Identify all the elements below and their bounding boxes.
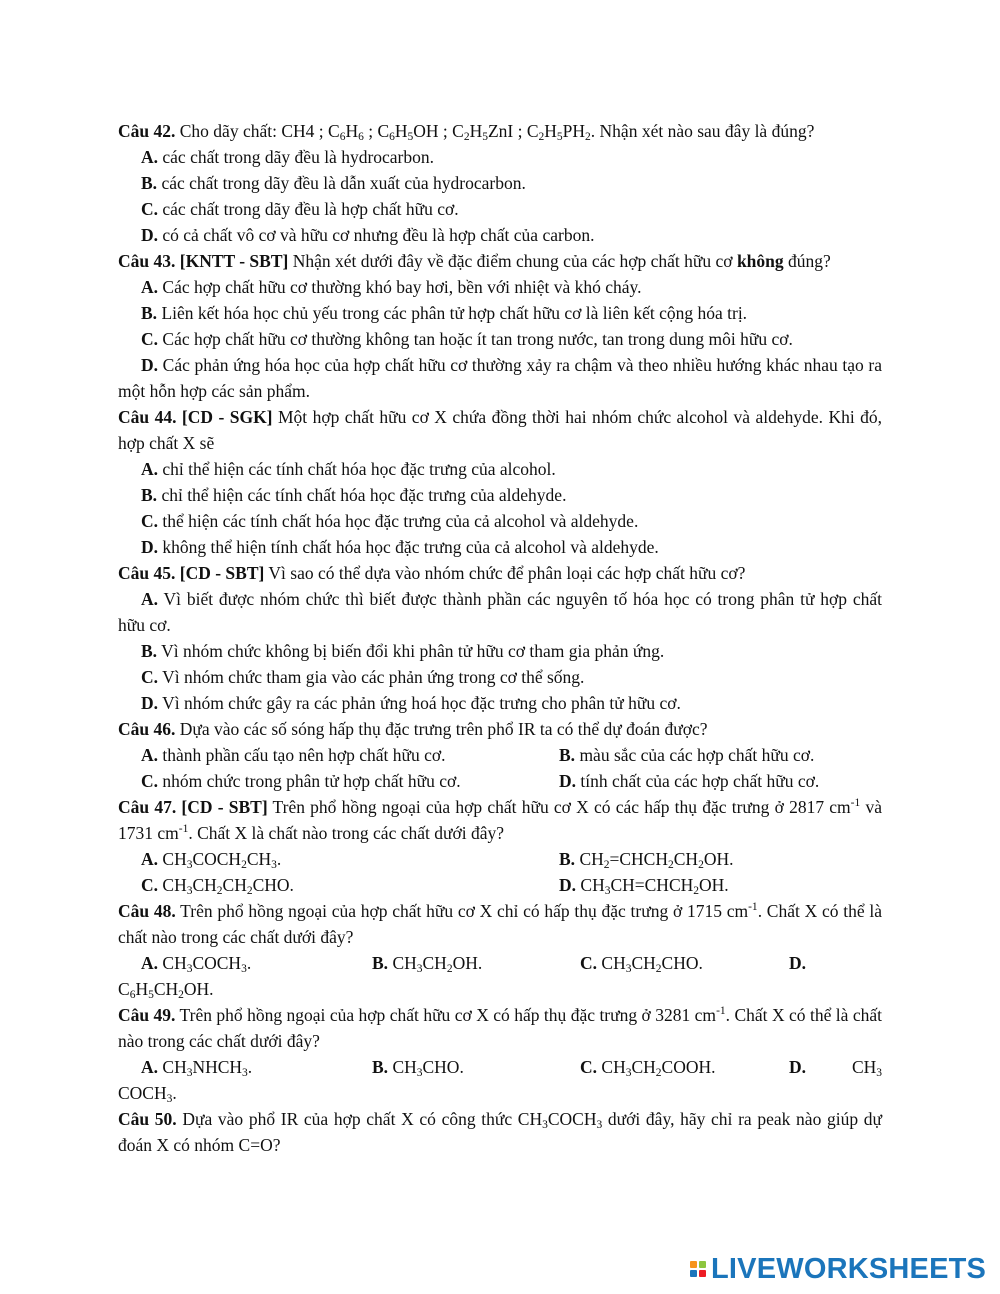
worksheet-page (118, 118, 882, 1158)
question-number: Câu 49. (118, 1005, 176, 1025)
question-number: Câu 48. (118, 901, 176, 921)
option-d[interactable]: $C_6H_5CH_2OH$. (118, 979, 214, 1001)
question-source: [KNTT - SBT] (175, 251, 289, 271)
options-row (118, 872, 882, 898)
options-row (118, 742, 882, 768)
question-text: Dựa vào phổ IR của hợp chất X có công thức $CH_3COCH_3$ dưới đây, hãy chỉ ra peak nào giúp dự đoán X có nhóm C=O? (118, 1109, 882, 1155)
logo-square-green (699, 1261, 706, 1268)
option-d[interactable]: D. $CH_3CH=CHCH_2OH$. (559, 875, 729, 897)
option-b[interactable]: B. chỉ thể hiện các tính chất hóa học đặc trưng của aldehyde. (141, 485, 567, 505)
option-b[interactable]: B. màu sắc của các hợp chất hữu cơ. (559, 745, 815, 765)
options-row (118, 768, 882, 794)
option-d-label[interactable]: D. (789, 953, 807, 973)
question-42 (118, 118, 882, 144)
question-text: Cho dãy chất: CH4 ; $C_6H_6$ ; $C_6H_5OH$ ; $C_2H_5ZnI$ ; $C_2H_5PH_2$. Nhận xét nào sau đây là đúng? (175, 121, 815, 143)
option-a[interactable]: A. thành phần cấu tạo nên hợp chất hữu cơ. (141, 745, 446, 765)
options-row (118, 1054, 882, 1080)
option-c[interactable]: C. Các hợp chất hữu cơ thường không tan hoặc ít tan trong nước, tan trong dung môi hữu cơ. (141, 329, 793, 349)
option-d[interactable]: D. không thể hiện tính chất hóa học đặc trưng của cả alcohol và aldehyde. (141, 537, 659, 557)
option-b[interactable]: B. $CH_2=CHCH_2CH_2OH$. (559, 849, 734, 871)
question-text: Trên phổ hồng ngoại của hợp chất hữu cơ X có các hấp thụ đặc trưng ở 2817 $cm^{-1}$ và 1731 $cm^{-1}$. Chất X là chất nào trong các chất dưới đây? (118, 797, 882, 843)
option-b[interactable]: B. Vì nhóm chức không bị biến đổi khi phân tử hữu cơ tham gia phản ứng. (141, 641, 665, 661)
option-a[interactable]: A. Vì biết được nhóm chức thì biết được thành phần các nguyên tố hóa học có trong phân tử hợp chất hữu cơ. (118, 589, 882, 635)
question-47 (118, 794, 882, 846)
question-emphasis: không (736, 251, 784, 271)
option-b[interactable]: B. $CH_3CH_2OH$. (372, 953, 483, 975)
question-48 (118, 898, 882, 950)
question-50 (118, 1106, 882, 1158)
logo-mark-icon (690, 1261, 706, 1277)
question-45 (118, 560, 882, 586)
question-49 (118, 1002, 882, 1054)
option-c[interactable]: C. thể hiện các tính chất hóa học đặc trưng của cả alcohol và aldehyde. (141, 511, 639, 531)
question-text: Nhận xét dưới đây về đặc điểm chung của các hợp chất hữu cơ (288, 251, 737, 271)
option-c[interactable]: C. $CH_3CH_2COOH$. (580, 1057, 716, 1079)
question-text: Một hợp chất hữu cơ X chứa đồng thời hai nhóm chức alcohol và aldehyde. Khi đó, hợp chất X sẽ (118, 407, 883, 453)
logo-square-blue (690, 1270, 697, 1277)
option-d[interactable]: D. có cả chất vô cơ và hữu cơ nhưng đều là hợp chất của carbon. (141, 225, 595, 245)
liveworksheets-logo[interactable] (690, 1254, 986, 1284)
option-d-label[interactable]: D. $CH_3$ (789, 1057, 882, 1079)
option-c[interactable]: C. nhóm chức trong phân tử hợp chất hữu cơ. (141, 771, 461, 791)
question-text: Dựa vào các số sóng hấp thụ đặc trưng trên phổ IR ta có thể dự đoán được? (175, 719, 708, 739)
question-number: Câu 42. (118, 121, 176, 141)
question-number: Câu 47. (118, 797, 177, 817)
option-c[interactable]: C. các chất trong dãy đều là hợp chất hữu cơ. (141, 199, 459, 219)
question-source: [CD - SGK] (176, 407, 273, 427)
logo-square-orange (690, 1261, 697, 1268)
question-number: Câu 45. (118, 563, 176, 583)
question-number: Câu 46. (118, 719, 176, 739)
question-number: Câu 44. (118, 407, 177, 427)
question-text: Trên phổ hồng ngoại của hợp chất hữu cơ X có hấp thụ đặc trưng ở 3281 $cm^{-1}$. Chất X có thể là chất nào trong các chất dưới đây? (118, 1005, 882, 1051)
option-c[interactable]: C. $CH_3CH_2CH_2CHO$. (141, 875, 294, 897)
question-text: Vì sao có thể dựa vào nhóm chức để phân loại các hợp chất hữu cơ? (264, 563, 746, 583)
question-46 (118, 716, 882, 742)
question-number: Câu 43. (118, 251, 176, 271)
option-a[interactable]: A. chỉ thể hiện các tính chất hóa học đặc trưng của alcohol. (141, 459, 556, 479)
question-source: [CD - SBT] (175, 563, 265, 583)
logo-text: LIVEWORKSHEETS (711, 1252, 987, 1285)
option-b[interactable]: B. $CH_3CHO$. (372, 1057, 464, 1079)
option-a[interactable]: A. Các hợp chất hữu cơ thường khó bay hơi, bền với nhiệt và khó cháy. (141, 277, 642, 297)
option-b[interactable]: B. Liên kết hóa học chủ yếu trong các phân tử hợp chất hữu cơ là liên kết cộng hóa trị. (141, 303, 748, 323)
option-c[interactable]: C. $CH_3CH_2CHO$. (580, 953, 703, 975)
option-a[interactable]: A. $CH_3COCH_3$. (141, 953, 252, 975)
option-a[interactable]: A. $CH_3NHCH_3$. (141, 1057, 253, 1079)
question-43: Câu 43. [KNTT - SBT] Nhận xét dưới đây về đặc điểm chung của các hợp chất hữu cơ không đúng? (118, 251, 831, 271)
options-row (118, 846, 882, 872)
question-number: Câu 50. (118, 1109, 177, 1129)
option-b[interactable]: B. các chất trong dãy đều là dẫn xuất của hydrocarbon. (141, 173, 526, 193)
option-d[interactable]: D. tính chất của các hợp chất hữu cơ. (559, 771, 820, 791)
option-a[interactable]: A. $CH_3COCH_2CH_3$. (141, 849, 282, 871)
options-row (118, 950, 882, 976)
question-44 (118, 404, 882, 456)
option-c[interactable]: C. Vì nhóm chức tham gia vào các phản ứng trong cơ thể sống. (141, 667, 585, 687)
option-d[interactable]: $COCH_3$. (118, 1083, 177, 1105)
option-d[interactable]: D. Vì nhóm chức gây ra các phản ứng hoá học đặc trưng cho phân tử hữu cơ. (141, 693, 681, 713)
option-d[interactable]: D. Các phản ứng hóa học của hợp chất hữu cơ thường xảy ra chậm và theo nhiều hướng khác nhau tạo ra một hỗn hợp các sản phẩm. (118, 355, 882, 401)
question-source: [CD - SBT] (176, 797, 268, 817)
logo-square-red (699, 1270, 706, 1277)
question-text: Trên phổ hồng ngoại của hợp chất hữu cơ X chỉ có hấp thụ đặc trưng ở 1715 $cm^{-1}$. Chất X có thể là chất nào trong các chất dưới đây? (118, 901, 883, 947)
option-a[interactable]: A. các chất trong dãy đều là hydrocarbon. (141, 147, 435, 167)
